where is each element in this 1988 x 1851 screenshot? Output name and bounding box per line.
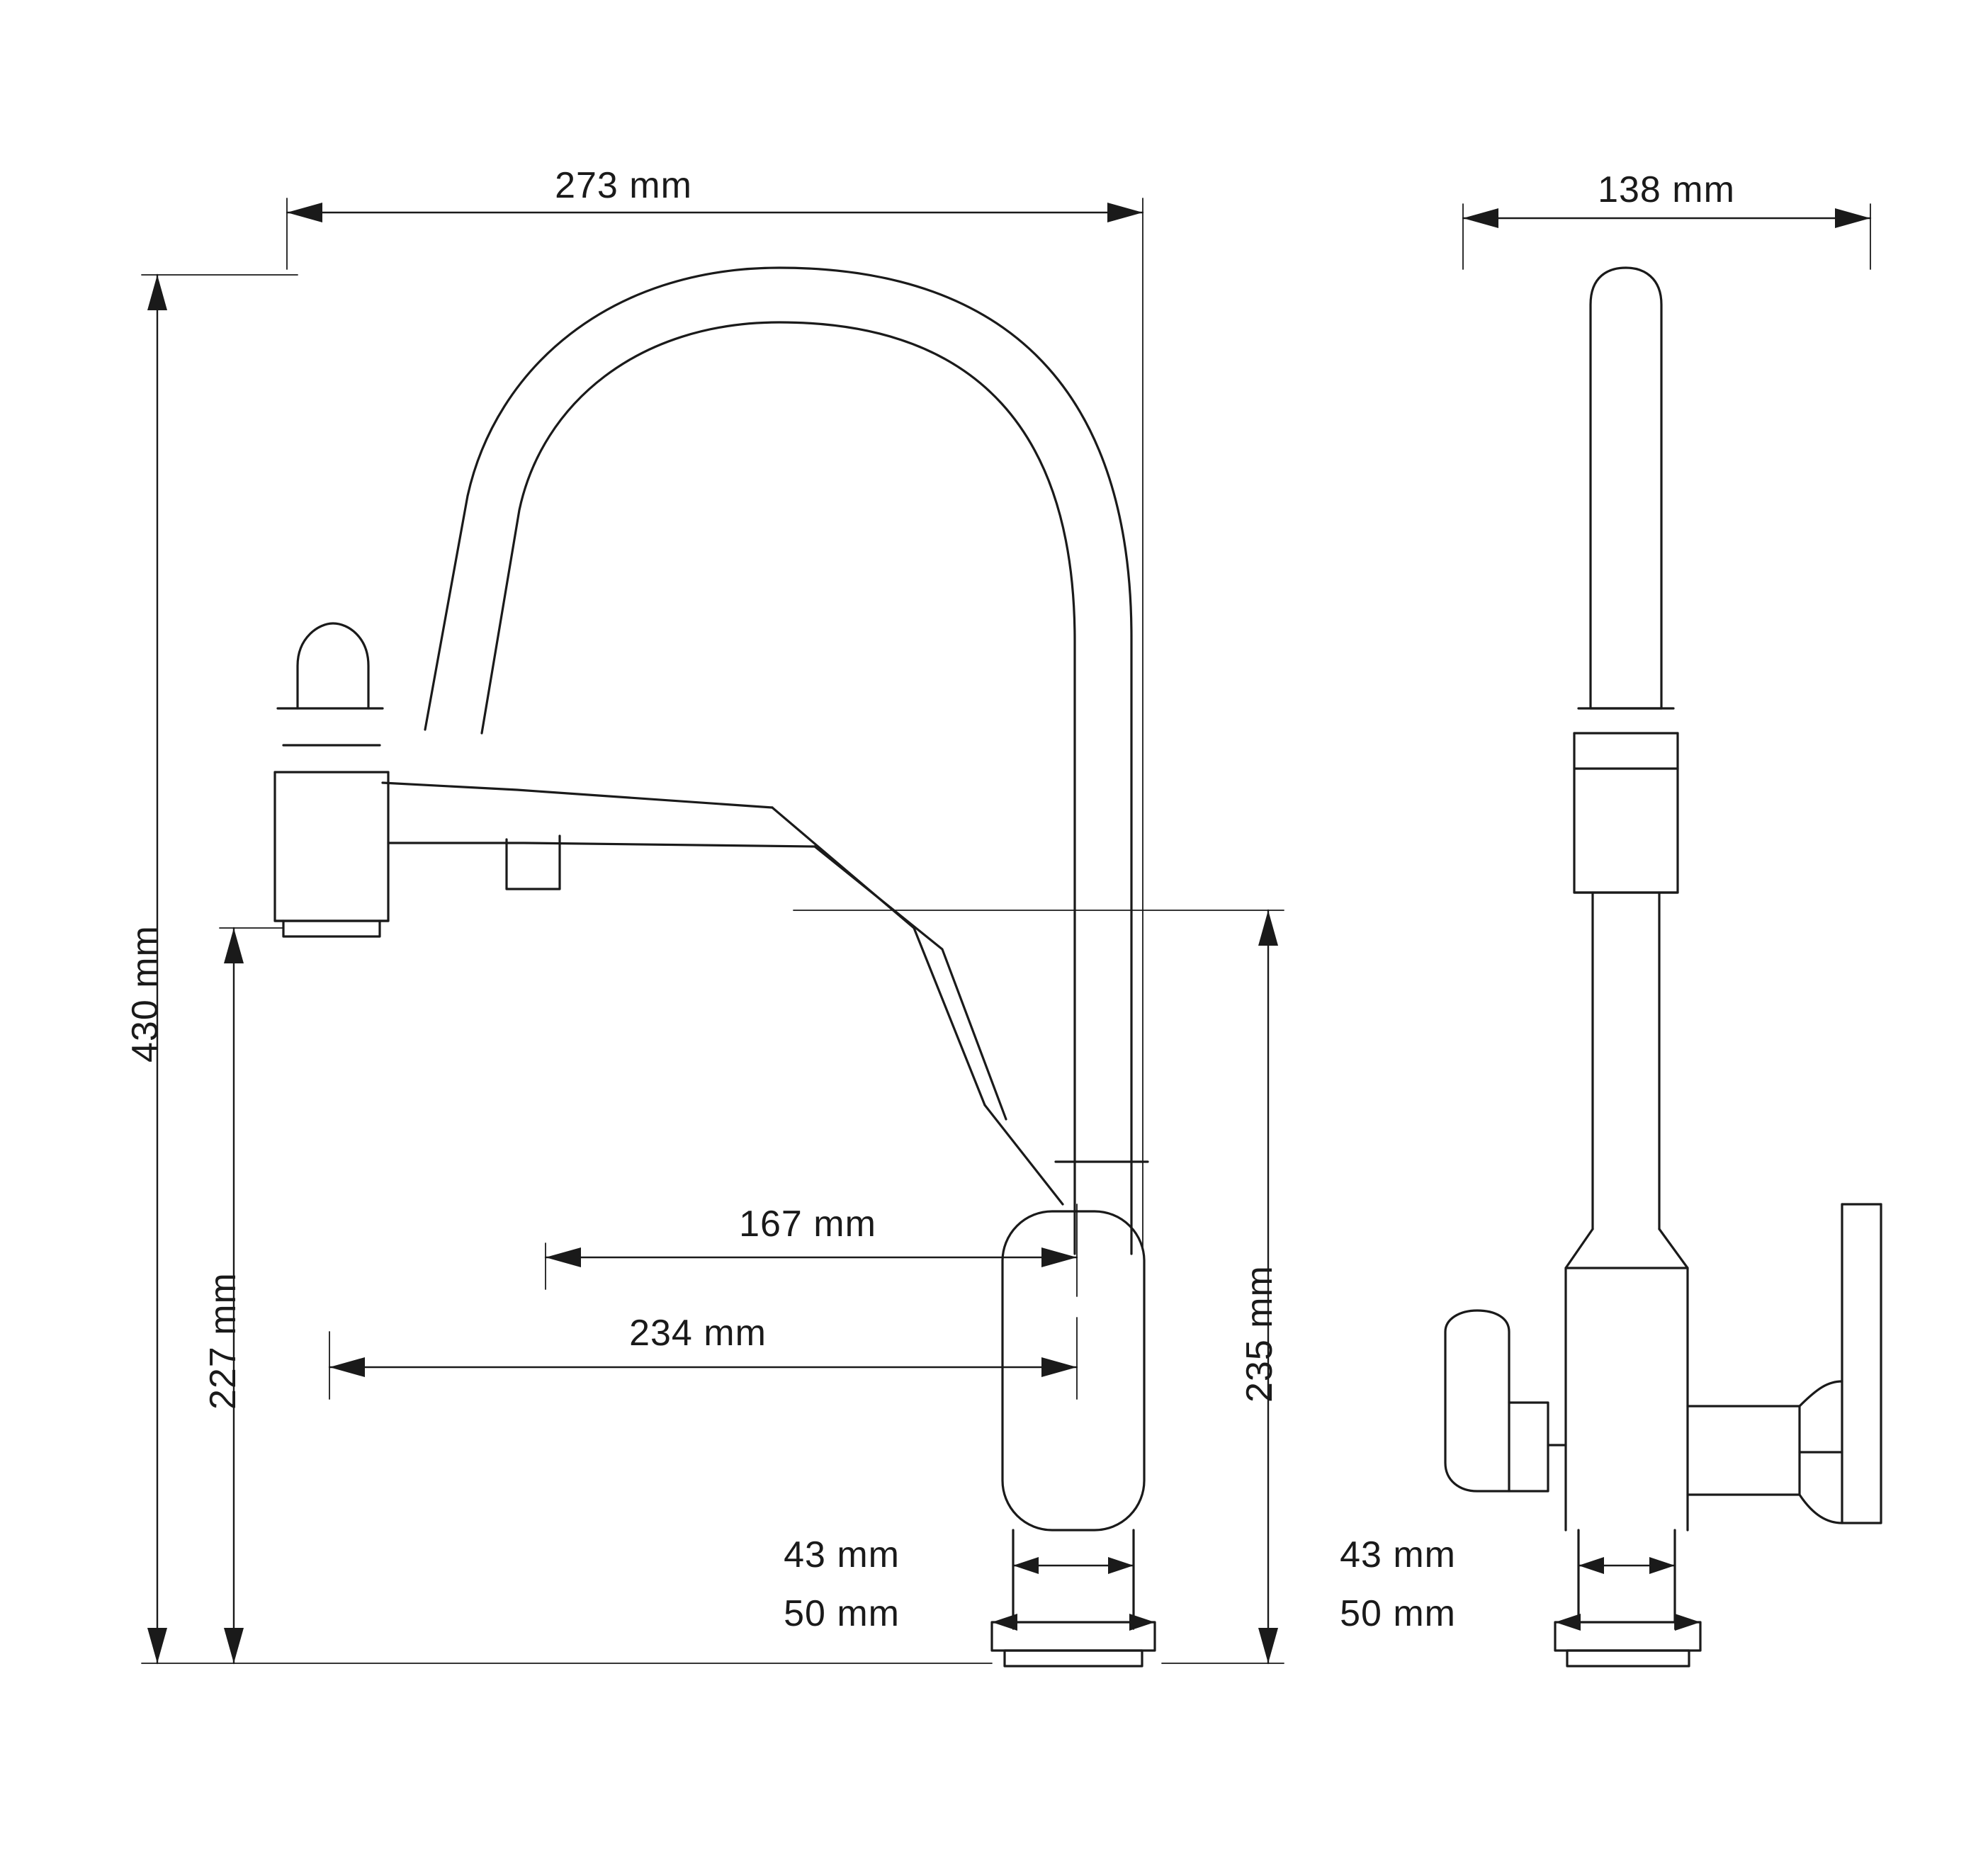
dimension-label-base-outer-side: 50 mm bbox=[1340, 1593, 1456, 1634]
side-dimension-lines bbox=[1463, 204, 1870, 1631]
dimension-label-handle-height-front: 235 mm bbox=[1239, 1265, 1280, 1403]
dimension-label-overall-height-front: 430 mm bbox=[125, 925, 166, 1063]
front-dimension-lines bbox=[142, 198, 1284, 1663]
dimension-label-base-inner-front: 43 mm bbox=[784, 1534, 900, 1575]
dimension-label-reach-inner-front: 167 mm bbox=[739, 1204, 876, 1245]
front-view-tap-outline bbox=[275, 268, 1155, 1666]
dimension-label-overall-width-front: 273 mm bbox=[555, 165, 692, 206]
dimension-label-spout-height-front: 227 mm bbox=[203, 1272, 244, 1410]
dimension-label-overall-width-side: 138 mm bbox=[1598, 169, 1735, 210]
dimension-label-reach-outer-front: 234 mm bbox=[629, 1313, 767, 1354]
side-view-tap-outline bbox=[1445, 268, 1881, 1666]
dimension-label-base-outer-front: 50 mm bbox=[784, 1593, 900, 1634]
dimension-label-base-inner-side: 43 mm bbox=[1340, 1534, 1456, 1575]
